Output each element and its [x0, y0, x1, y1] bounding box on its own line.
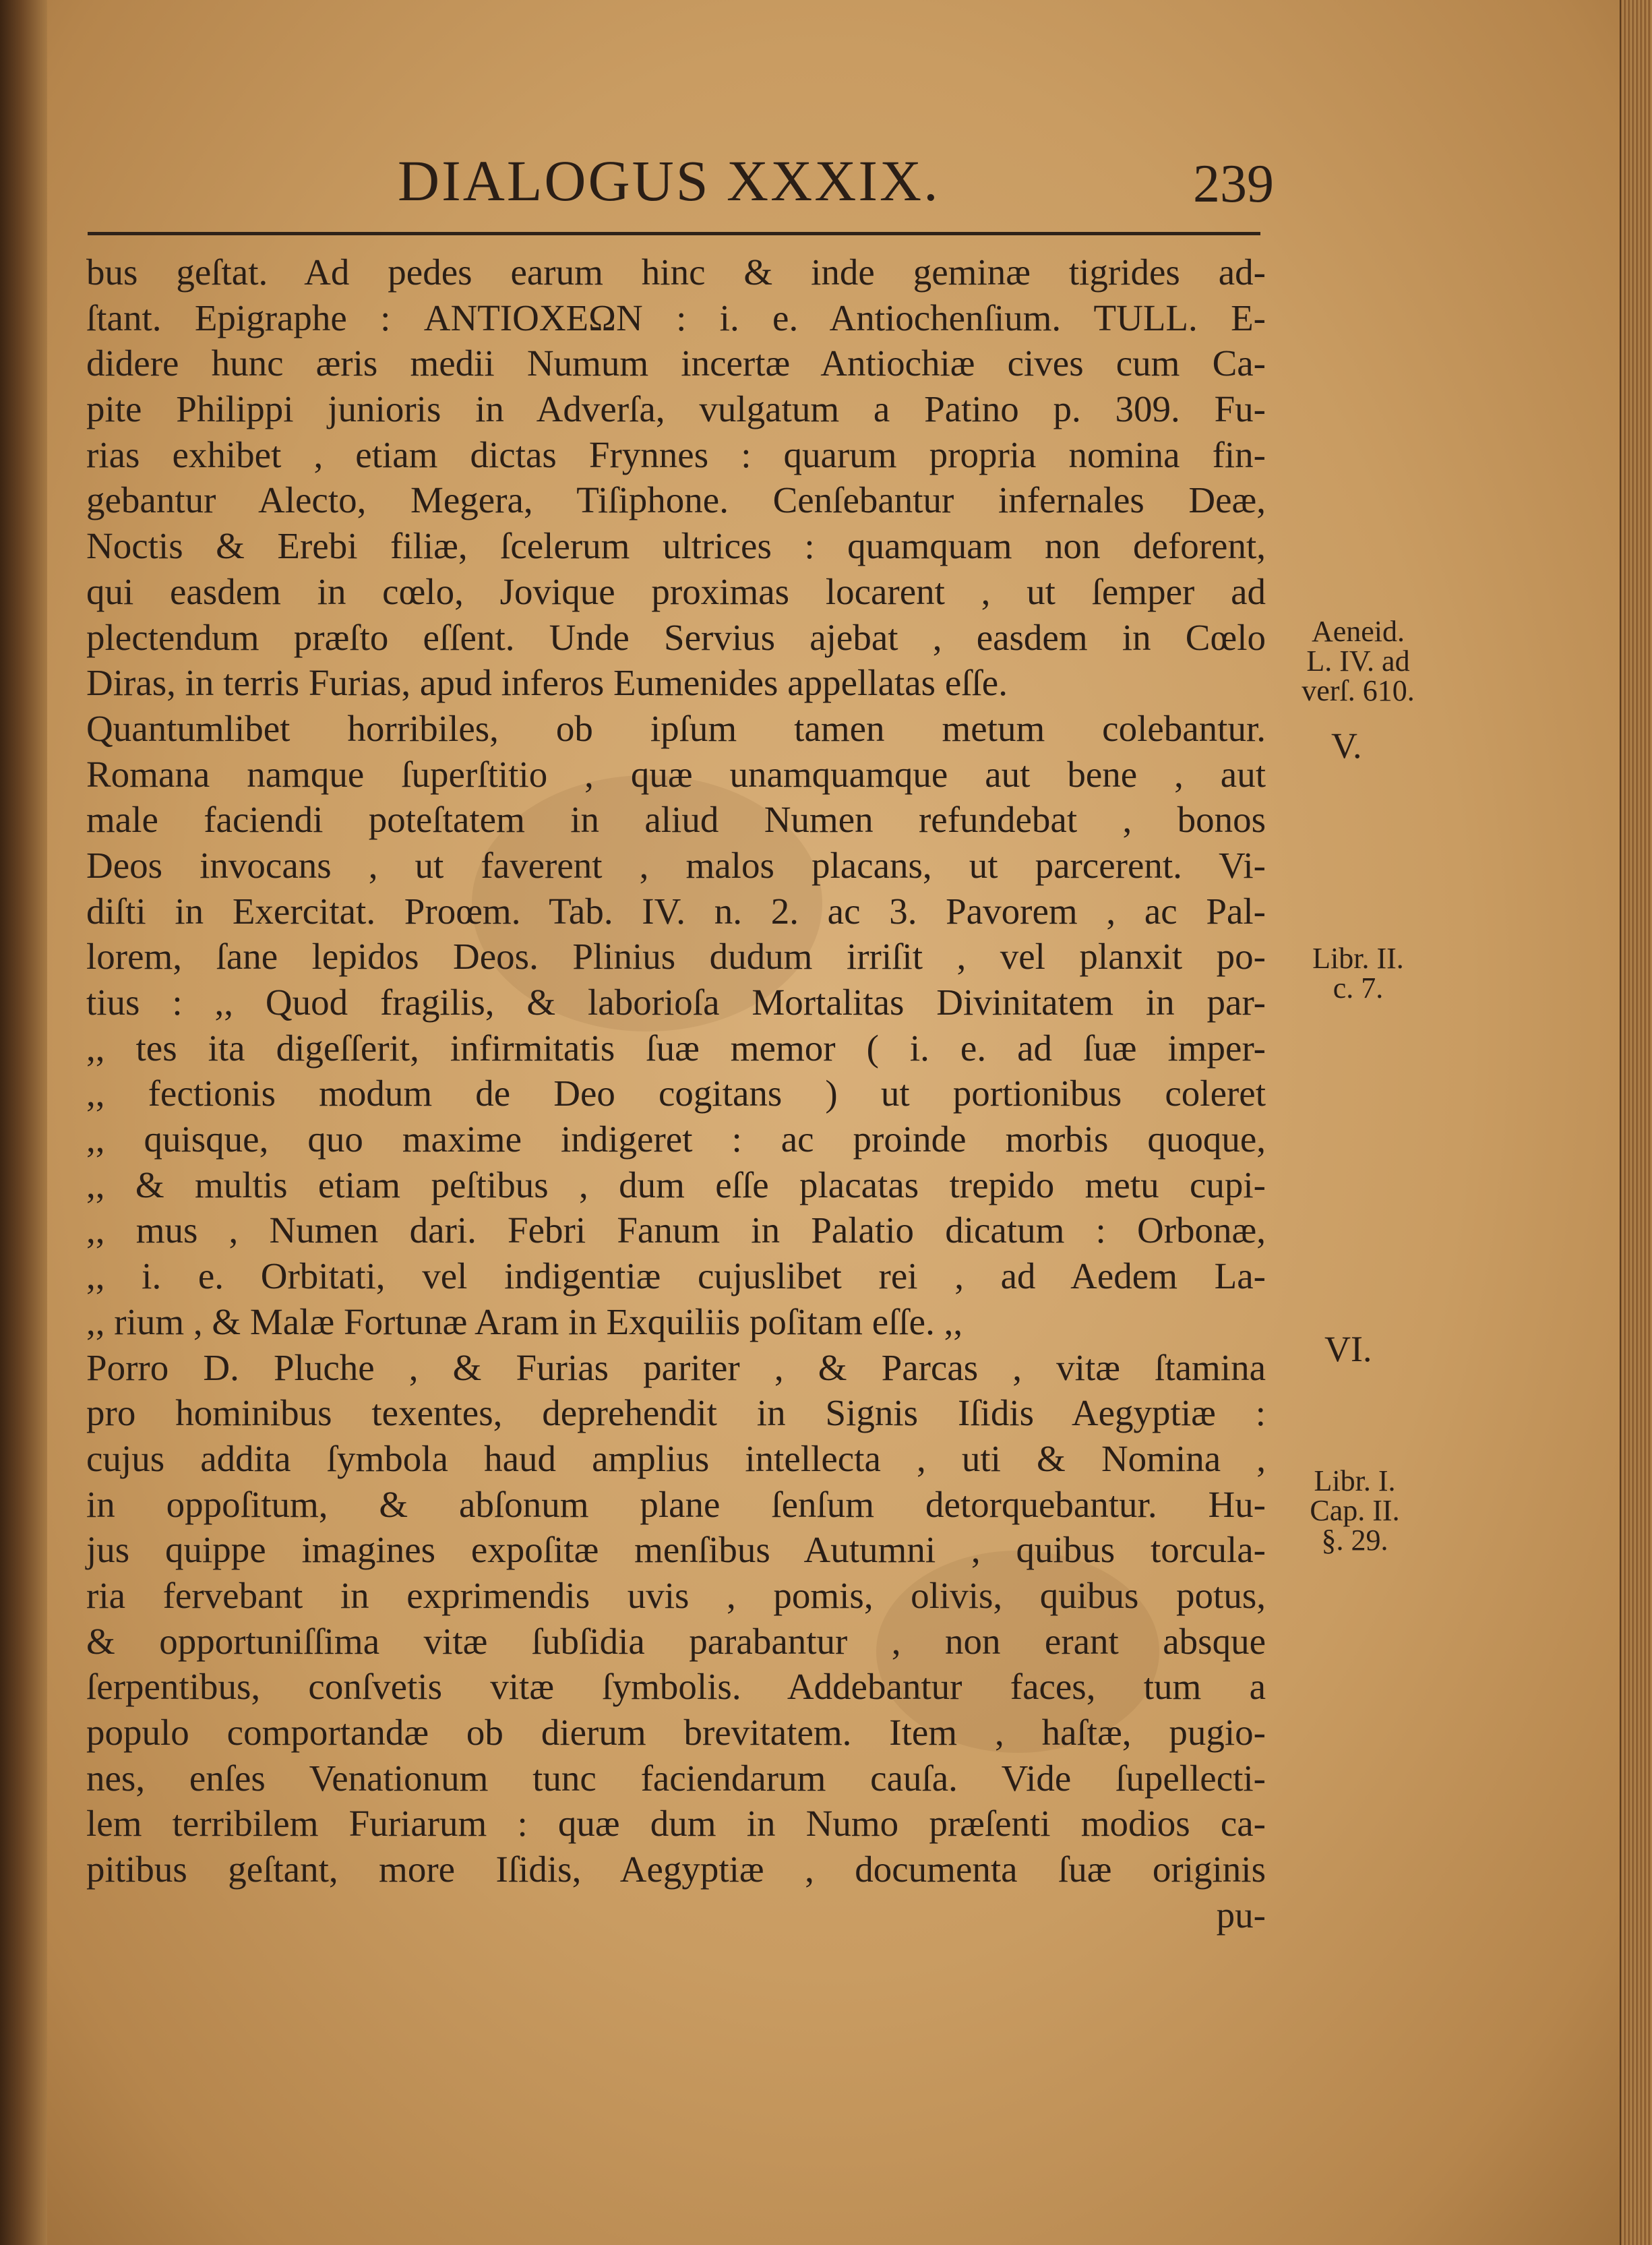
- catchword: pu-: [1216, 1894, 1266, 1936]
- running-head: DIALOGUS XXXIX.: [398, 148, 940, 213]
- text-line: pite Philippi junioris in Adverſa, vulgatum a Patino p. 309. Fu-: [86, 388, 1266, 430]
- text-line: ,, mus , Numen dari. Febri Fanum in Palatio dicatum : Orbonæ,: [86, 1209, 1266, 1251]
- margin-section-number: V.: [1331, 725, 1362, 766]
- text-line: cujus addita ſymbola haud amplius intellecta , uti & Nomina ,: [86, 1437, 1266, 1479]
- margin-note-plinius: [1271, 944, 1446, 1003]
- text-line: ria fervebant in exprimendis uvis , pomis, olivis, quibus potus,: [86, 1574, 1266, 1616]
- text-line: pitibus geſtant, more Iſidis, Aegyptiæ , documenta ſuæ originis: [86, 1849, 1266, 1890]
- text-line: Porro D. Pluche , & Furias pariter , & Parcas , vitæ ſtamina: [86, 1346, 1266, 1388]
- text-line: ſerpentibus, conſvetis vitæ ſymbolis. Addebantur faces, tum a: [86, 1666, 1266, 1708]
- text-line: ,, fectionis modum de Deo cogitans ) ut portionibus coleret: [86, 1073, 1266, 1114]
- page-fore-edge: [1620, 0, 1652, 2245]
- text-line: Diras, in terris Furias, apud inferos Eumenides appellatas eſſe.: [86, 662, 1008, 704]
- page-number: 239: [1193, 154, 1274, 214]
- text-line: tius : ,, Quod fragilis, & laborioſa Mortalitas Divinitatem in par-: [86, 982, 1266, 1023]
- text-line: & opportuniſſima vitæ ſubſidia parabantur , non erant absque: [86, 1620, 1266, 1662]
- text-line: gebantur Alecto, Megera, Tiſiphone. Cenſebantur infernales Deæ,: [86, 479, 1266, 521]
- text-line: bus geſtat. Ad pedes earum hinc & inde geminæ tigrides ad-: [86, 251, 1266, 293]
- margin-note-aeneid: [1284, 617, 1432, 706]
- margin-note-line: L. IV. ad: [1306, 645, 1410, 678]
- text-line: Noctis & Erebi filiæ, ſcelerum ultrices : quamquam non deforent,: [86, 525, 1266, 567]
- page-gutter: [0, 0, 47, 2245]
- margin-note-line: Aeneid.: [1311, 615, 1405, 648]
- header-rule: [88, 232, 1260, 235]
- text-line: plectendum præſto eſſent. Unde Servius ajebat , easdem in Cœlo: [86, 616, 1266, 658]
- text-line: didere hunc æris medii Numum incertæ Antiochiæ cives cum Ca-: [86, 342, 1266, 384]
- margin-note-line: c. 7.: [1333, 971, 1384, 1005]
- text-line: lorem, ſane lepidos Deos. Plinius dudum irriſit , vel planxit po-: [86, 936, 1266, 978]
- margin-note-pluche: [1267, 1466, 1442, 1555]
- text-line: Deos invocans , ut faverent , malos placans, ut parcerent. Vi-: [86, 844, 1266, 886]
- margin-note-line: Cap. II.: [1310, 1494, 1400, 1527]
- body-text: [86, 249, 1266, 1938]
- text-line: ,, rium , & Malæ Fortunæ Aram in Exquiliis poſitam eſſe. ,,: [86, 1300, 963, 1342]
- margin-note-line: Libr. I.: [1314, 1464, 1396, 1497]
- text-line: rias exhibet , etiam dictas Frynnes : quarum propria nomina fin-: [86, 433, 1266, 475]
- text-line: populo comportandæ ob dierum brevitatem. Item , haſtæ, pugio-: [86, 1712, 1266, 1753]
- text-line: ,, i. e. Orbitati, vel indigentiæ cujuslibet rei , ad Aedem La-: [86, 1255, 1266, 1297]
- text-line: Quantumlibet horribiles, ob ipſum tamen metum colebantur.: [86, 707, 1266, 749]
- text-line: Romana namque ſuperſtitio , quæ unamquamque aut bene , aut: [86, 753, 1266, 795]
- margin-note-line: verſ. 610.: [1302, 674, 1415, 707]
- text-line: ,, quisque, quo maxime indigeret : ac proinde morbis quoque,: [86, 1118, 1266, 1160]
- text-line: male faciendi poteſtatem in aliud Numen refundebat , bonos: [86, 799, 1266, 841]
- text-line: in oppoſitum, & abſonum plane ſenſum detorquebantur. Hu-: [86, 1483, 1266, 1525]
- text-line: lem terribilem Furiarum : quæ dum in Numo præſenti modios ca-: [86, 1803, 1266, 1845]
- text-line: pro hominibus texentes, deprehendit in Signis Iſidis Aegyptiæ :: [86, 1392, 1266, 1434]
- text-line: ,, tes ita digeſſerit, infirmitatis ſuæ memor ( i. e. ad ſuæ imper-: [86, 1027, 1266, 1069]
- text-line: qui easdem in cœlo, Jovique proximas locarent , ut ſemper ad: [86, 570, 1266, 612]
- margin-note-line: Libr. II.: [1312, 942, 1404, 975]
- text-line: nes, enſes Venationum tunc faciendarum cauſa. Vide ſupellecti-: [86, 1757, 1266, 1799]
- text-line: jus quippe imagines expoſitæ menſibus Autumni , quibus torcula-: [86, 1529, 1266, 1571]
- text-line: ,, & multis etiam peſtibus , dum eſſe placatas trepido metu cupi-: [86, 1164, 1266, 1205]
- text-line: diſti in Exercitat. Proœm. Tab. IV. n. 2. ac 3. Pavorem , ac Pal-: [86, 890, 1266, 932]
- margin-section-number: VI.: [1324, 1329, 1372, 1369]
- text-line: ſtant. Epigraphe : ΑΝΤΙΟΧΕΩΝ : i. e. Antiochenſium. TULL. E-: [86, 297, 1266, 338]
- margin-note-line: §. 29.: [1321, 1524, 1388, 1557]
